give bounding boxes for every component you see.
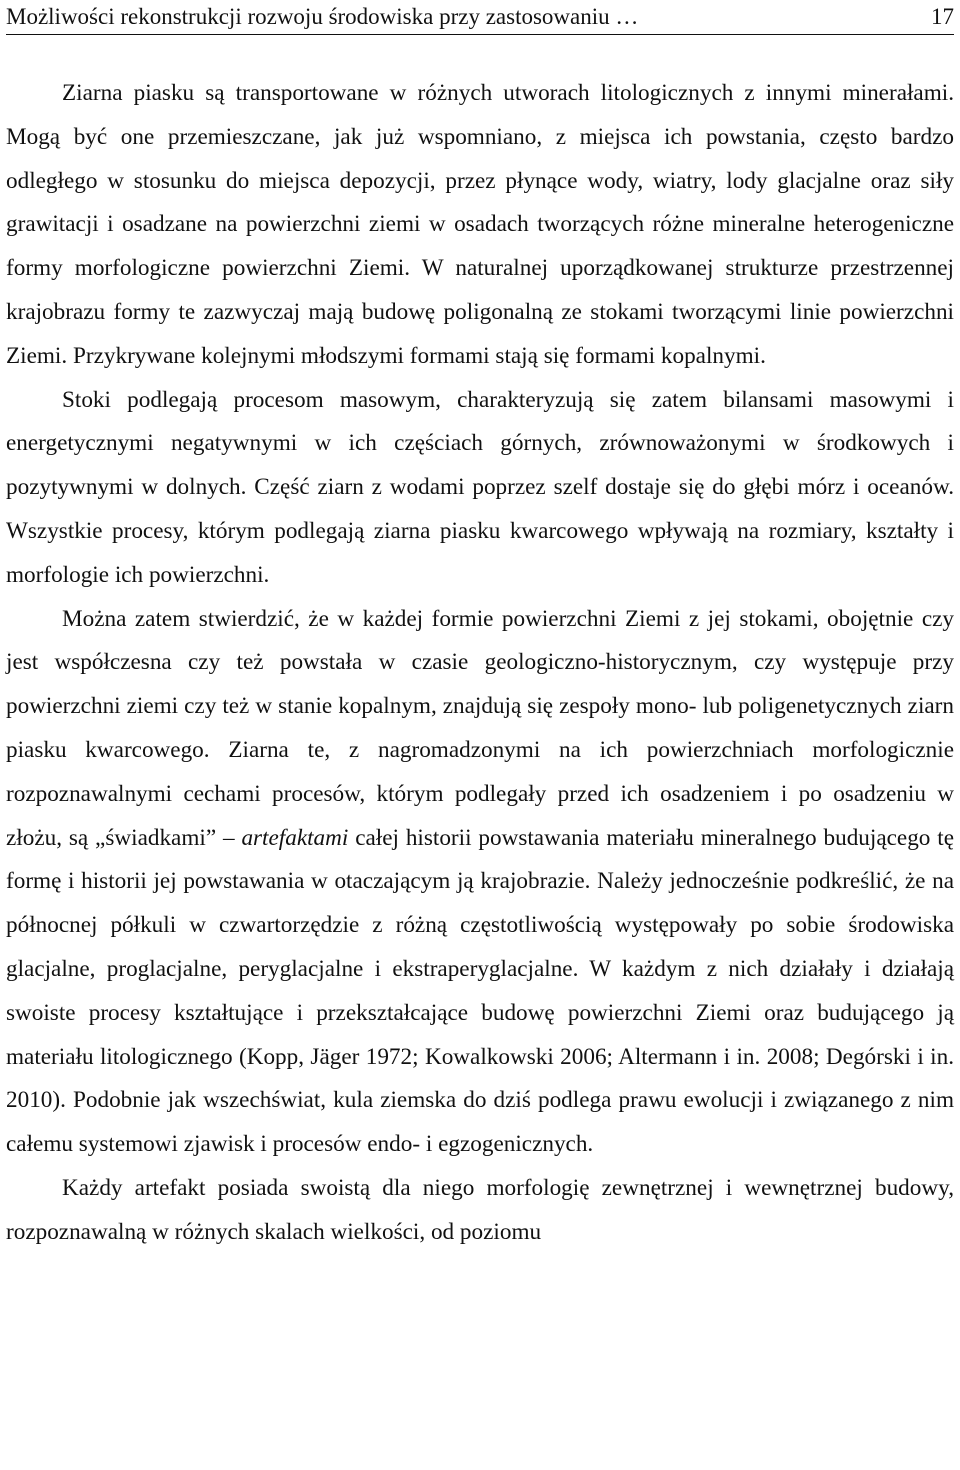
paragraph-3-text-after: całej historii powstawania materiału mineralnego budującego tę formę i historii jej powstawania w otaczającym ją krajobrazie. Należy jednocześnie podkreślić, że na północnej półkuli w czwartorzędzie z różną częstotliwością występowały po sobie środowiska glacjalne, proglacjalne, peryglacjalne i ekstraperyglacjalne. W każdym z nich działały i działają swoiste procesy kształtujące i przekształcające budowę powierzchni Ziemi oraz budującego ją materiału litologicznego (Kopp, Jäger 1972; Kowalkowski 2006; Altermann i in. 2008; Degórski i in. 2010). Podobnie jak wszechświat, kula ziemska do dziś podlega prawu ewolucji i związanego z nim całemu systemowi zjawisk i procesów endo- i egzogenicznych. <box>6 824 954 1158</box>
page-number: 17 <box>931 4 954 29</box>
paragraph-4: Każdy artefakt posiada swoistą dla niego morfologię zewnętrznej i wewnętrznej budowy, rozpoznawalną w różnych skalach wielkości, od poziomu <box>6 1174 954 1245</box>
running-header <box>6 0 954 35</box>
body-text <box>6 72 954 1255</box>
paragraph-3-text-before: Można zatem stwierdzić, że w każdej formie powierzchni Ziemi z jej stokami, obojętnie czy jest współczesna czy też powstała w czasie geologiczno-historycznym, czy występuje przy powierzchni ziemi czy też w stanie kopalnym, znajdują się zespoły mono- lub poligenetycznych ziarn piasku kwarcowego. Ziarna te, z nagromadzonymi na ich powierzchniach morfologicznie rozpoznawalnymi cechami procesów, którym podlegały przed ich osadzeniem i po osadzeniu w złożu, są „świadkami” – <box>6 605 954 851</box>
paragraph-2: Stoki podlegają procesom masowym, charakteryzują się zatem bilansami masowymi i energetycznymi negatywnymi w ich częściach górnych, zrównoważonymi w środkowych i pozytywnymi w dolnych. Część ziarn z wodami poprzez szelf dostaje się do głębi mórz i oceanów. Wszystkie procesy, którym podlegają ziarna piasku kwarcowego wpływają na rozmiary, kształty i morfologie ich powierzchni. <box>6 386 954 588</box>
running-title: Możliwości rekonstrukcji rozwoju środowiska przy zastosowaniu … <box>6 4 639 29</box>
paragraph-3 <box>6 598 954 1167</box>
paragraph-1: Ziarna piasku są transportowane w różnych utworach litologicznych z innymi minerałami. Mogą być one przemieszczane, jak już wspomniano, z miejsca ich powstania, często bardzo odległego w stosunku do miejsca depozycji, przez płynące wody, wiatry, lody glacjalne oraz siły grawitacji i osadzane na powierzchni ziemi w osadach tworzących różne mineralne heterogeniczne formy morfologiczne powierzchni Ziemi. W naturalnej uporządkowanej strukturze przestrzennej krajobrazu formy te zazwyczaj mają budowę poligonalną ze stokami tworzącymi linie powierzchni Ziemi. Przykrywane kolejnymi młodszymi formami stają się formami kopalnymi. <box>6 80 954 369</box>
italic-term: artefaktami <box>241 824 349 851</box>
